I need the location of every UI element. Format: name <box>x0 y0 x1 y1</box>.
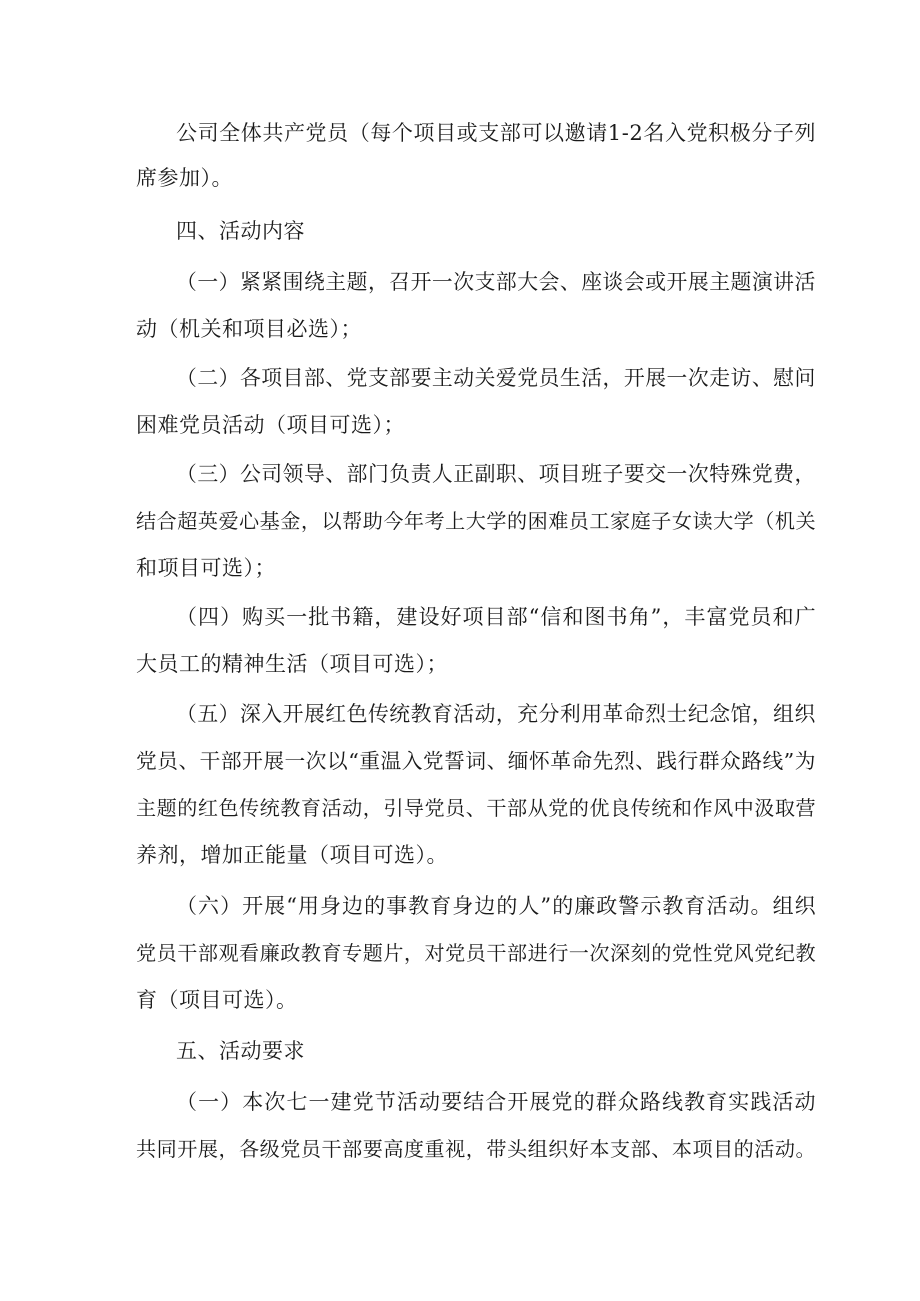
line-1: 公司全体共产党员（每个项目或支部可以邀请1-2名入党积极分子列 <box>176 121 817 145</box>
line-11: （四）购买一批书籍，建设好项目部“信和图书角”，丰富党员和广 <box>176 605 817 629</box>
line-4: （一）紧紧围绕主题，召开一次支部大会、座谈会或开展主题演讲活 <box>176 270 816 294</box>
line-10: 和项目可选）； <box>136 556 276 580</box>
line-21: （一）本次七一建党节活动要结合开展党的群众路线教育实践活动 <box>176 1090 817 1114</box>
line-16: 养剂，增加正能量（项目可选）。 <box>136 843 448 867</box>
line-19: 育（项目可选）。 <box>136 988 298 1012</box>
line-17: （六）开展“用身边的事教育身边的人”的廉政警示教育活动。组织 <box>176 894 817 918</box>
section-heading-5: 五、活动要求 <box>176 1039 305 1063</box>
line-8: （三）公司领导、部门负责人正副职、项目班子要交一次特殊党费， <box>176 462 816 486</box>
line-6: （二）各项目部、党支部要主动关爱党员生活，开展一次走访、慰问 <box>176 366 816 390</box>
line-14: 党员、干部开展一次以“重温入党誓词、缅怀革命先烈、践行群众路线”为 <box>136 749 816 773</box>
line-18: 党员干部观看廉政教育专题片，对党员干部进行一次深刻的党性党风党纪教 <box>136 941 817 965</box>
line-5: 动（机关和项目必选）； <box>136 317 362 341</box>
line-15: 主题的红色传统教育活动，引导党员、干部从党的优良传统和作风中汲取营 <box>136 796 817 820</box>
line-9: 结合超英爱心基金，以帮助今年考上大学的困难员工家庭子女读大学（机关 <box>136 509 817 533</box>
line-2: 席参加）。 <box>136 166 233 190</box>
line-22: 共同开展，各级党员干部要高度重视，带头组织好本支部、本项目的活动。 <box>136 1137 817 1161</box>
section-heading-4: 四、活动内容 <box>176 219 305 243</box>
line-12: 大员工的精神生活（项目可选）； <box>136 652 448 676</box>
line-13: （五）深入开展红色传统教育活动，充分利用革命烈士纪念馆，组织 <box>176 702 816 726</box>
line-7: 困难党员活动（项目可选）； <box>136 413 405 437</box>
